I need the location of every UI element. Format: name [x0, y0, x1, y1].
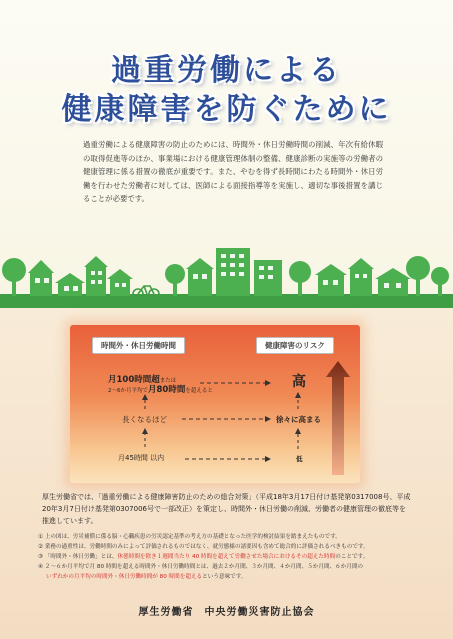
row1-label: 月100時間超または	[108, 375, 177, 385]
intro-text: 過重労働による健康障害の防止のためには、時間外・休日労働時間の削減、年次有給休暇の取得促進等のほか、事業場における健康管理体制の整備、健康診断の実施等の労働者の健康管理に係る措置の徹底が重要です。また、やむを得ず長時間にわたる時間外・休日労働を行わせた労働者に対しては、医師による面接指導等を実施し、適切な事後措置を講じることが必要です。	[83, 140, 383, 203]
row3-label: 月45時間 以内	[118, 454, 165, 462]
chart-right-header: 健康障害のリスク	[256, 337, 334, 354]
risk-low: 低	[296, 455, 303, 463]
chart-left-header: 時間外・休日労働時間	[92, 337, 185, 354]
risk-arrow-icon	[326, 361, 350, 475]
risk-high: 高	[292, 374, 306, 390]
town-illustration	[0, 238, 453, 308]
note-3: ③ 「時間外・休日労働」とは、休憩時間を除き１週間当たり 40 時間を超えて労働させた場合におけるその超えた時間のことです。	[38, 554, 369, 560]
title-line-2: 健康障害を防ぐために	[61, 92, 392, 127]
risk-rising: 徐々に高まる	[276, 415, 321, 424]
footer-organizations: 厚生労働省 中央労働災害防止協会	[138, 607, 315, 618]
note-2: ② 業務の過重性は、労働時間のみによって評価されるものではなく、就労態様の諸要因も含めて総合的に評価されるべきものです。	[38, 544, 369, 550]
note-1: ① 上の図は、労災補償に係る脳・心臓疾患の労災認定基準の考え方の基礎となった医学的検討結果を踏まえたものです。	[38, 534, 341, 540]
row2-label: 長くなるほど	[122, 415, 167, 424]
chart-arrows	[70, 325, 360, 483]
note-4-cont: いずれかの月平均の時間外・休日労働時間が 80 時間を超えるという意味です。	[46, 574, 247, 580]
risk-chart	[70, 325, 360, 483]
note-4: ④ ２～６か月平均で月 80 時間を超える時間外・休日労働時間とは、過去２か月間、３か月間、４か月間、５か月間、６か月間の	[38, 564, 364, 570]
body-paragraph: 厚生労働省では、「過重労働による健康障害防止のための総合対策」（平成18年3月17日付け基発第0317008号、平成20年3月7日付け基発第0307006号で一部改正）を策定し、時間外・休日労働の削減、労働者の健康管理の徹底等を推進しています。	[42, 493, 411, 525]
title-line-1: 過重労働による	[111, 53, 342, 88]
row1-label-2: 2～6か月平均で月80時間を超えると	[108, 385, 213, 395]
